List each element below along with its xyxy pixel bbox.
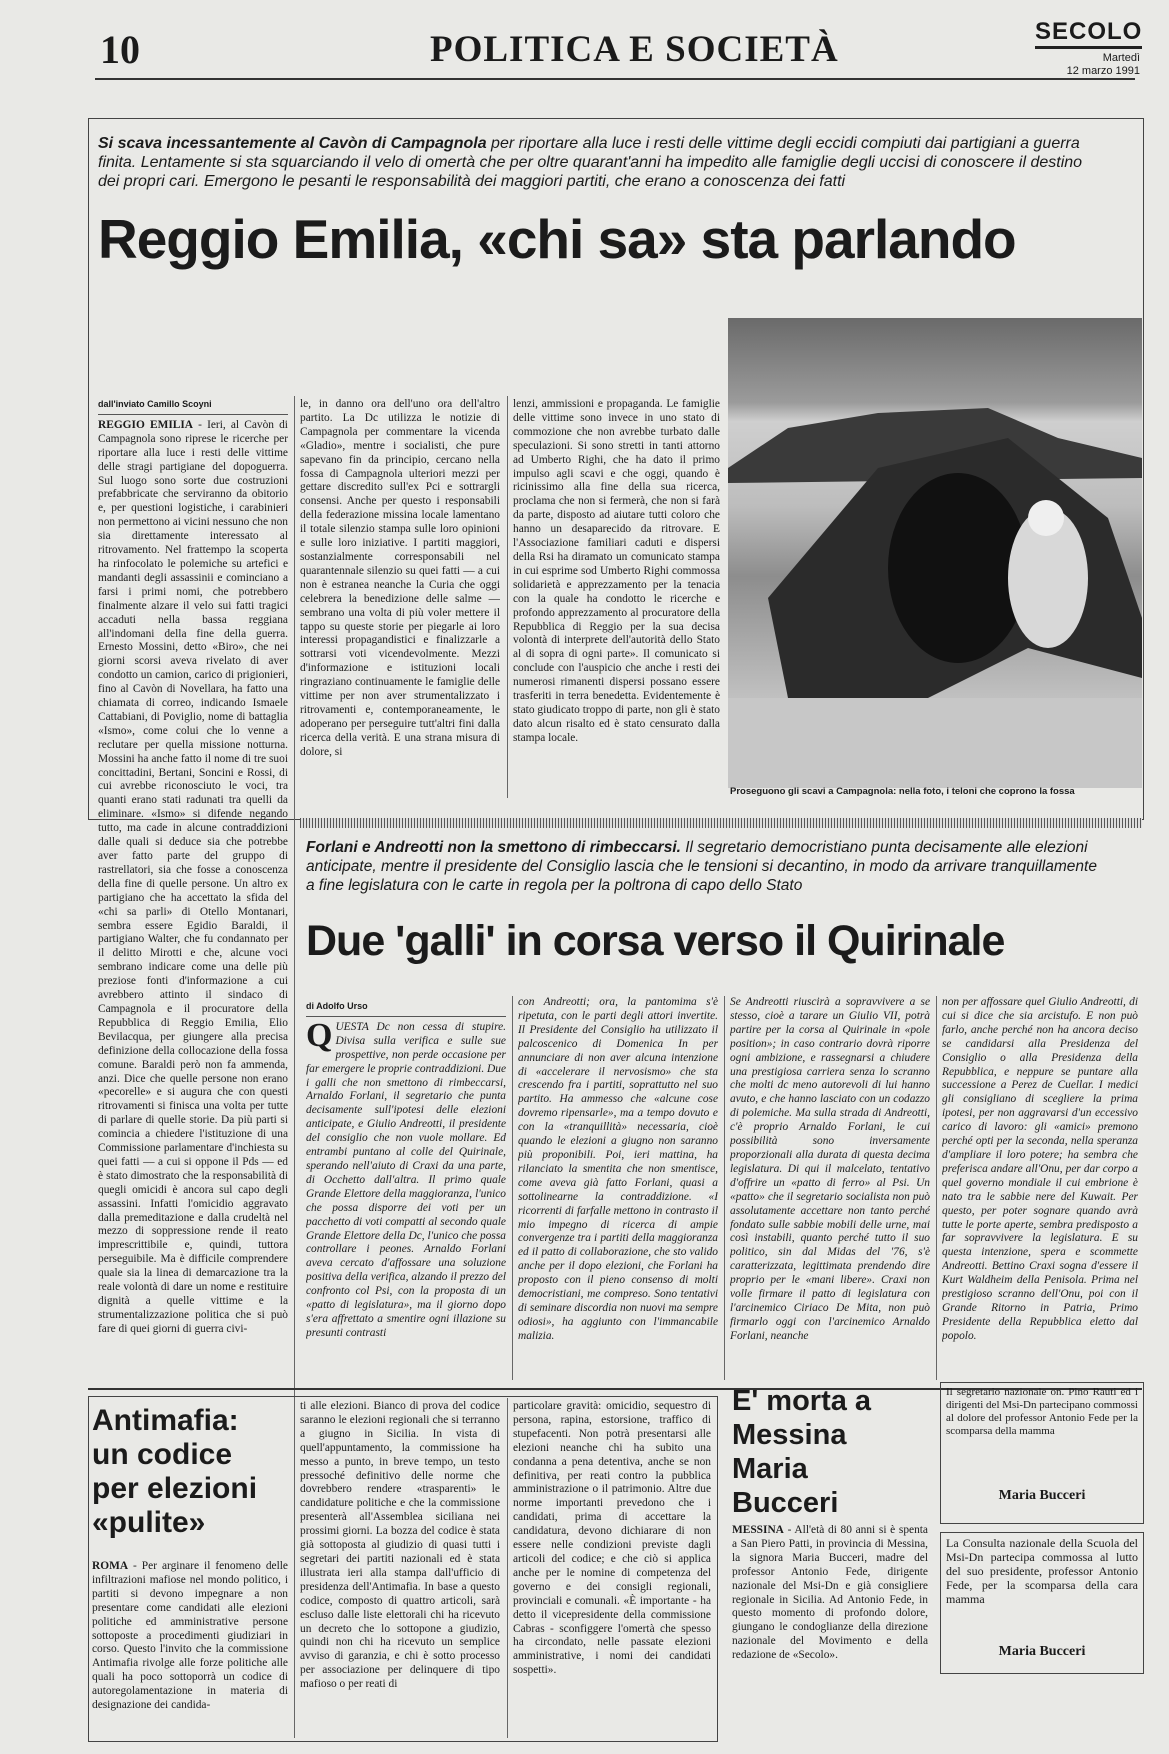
article2-kicker-rest: Il segretario democristiano punta decisamente alle elezioni anticipate, mentre il presidente del Consiglio lascia che le tensioni si decantino, in modo da arrivare tranquillamente a fine legislatura con le carte in regola per la poltrona di capo dello Stato xyxy=(306,839,1097,894)
article1-col2-text: le, in danno ora dell'uno ora dell'altro partito. La Dc utilizza le notizie di Campagnola per commentare la vicenda «Gladio», mentre i socialisti, che pure sapevano fin da principio, cercano nella fossa di Campagnola ulteriori mezzi per gettare discredito sull'ex Pci e sottrargli consensi. Anche per questo i responsabili della federazione missina locale lamentano il totale silenzio stampa sulle loro opinioni e sulle loro iniziative. I partiti maggiori, sostanzialmente corresponsabili nel quarantennale silenzio su quei fatti — a cui non è estranea neanche la Curia che oggi celebrera la benedizione delle salme — sembrano una volta di più voler mettere il tappo su queste storie per piegarle ai loro interessi propagandistici e finalizzarle a sottrarsi voti vicendevolmente. Mezzi d'informazione e istituzioni locali ringraziano continuamente le famiglie delle vittime per non aver strumentalizzato i ritrovamenti e, contemporaneamente, le adoperano per perseguire tutt'altri fini dalla ricerca della verità. E una strana misura di dolore, si xyxy=(300,398,500,758)
article2-dropcap: Q xyxy=(306,1016,333,1054)
column-divider xyxy=(512,996,513,1380)
article2-column-1 xyxy=(306,1000,506,1378)
page-number: 10 xyxy=(100,27,140,72)
photo-caption: Proseguono gli scavi a Campagnola: nella foto, i teloni che coprono la fossa xyxy=(730,786,1075,797)
antimafia-col2-text: ti alle elezioni. Bianco di prova del codice saranno le elezioni regionali che si terranno a giugno in Sicilia. In vista di quell'appuntamento, la commissione ha messo a punto, in breve tempo, un testo pressoché definitivo delle norme che dovrebbero rendere «trasparenti» le candidature politiche e che la commissione presenterà all'Assemblea siciliana nei prossimi giorni. La bozza del codice è stata già sottoposta al giudizio di quasi tutti i segretari dei partiti nazionali ed è stata illustrata ieri alla stampa dall'ufficio di presidenza dell'Antimafia. In base a questo codice, composto di quattro articoli, sarà escluso dalle liste elettorali chi ha ricevuto un decreto che lo sottopone a giudizio, quindi non chi ha ricevuto un semplice avviso di garanzia, e chi è sotto processo per associazione per delinquere di tipo mafioso o per reati di xyxy=(300,1400,500,1691)
excavation-photo xyxy=(728,318,1142,788)
antimafia-headline: Antimafia: un codice per elezioni «pulite» xyxy=(92,1404,258,1539)
obituary-body-text: - All'età di 80 anni si è spenta a San Piero Patti, in provincia di Messina, la signora Maria Bucceri, madre del professor Antonio Fede, dirigente nazionale del Msi-Dn e già consigliere regionale in Sicilia. Ad Antonio Fede, in questo momento di profondo dolore, giungano le condoglianze della direzione nazionale del Movimento e della redazione de «Secolo». xyxy=(732,1524,928,1662)
column-divider xyxy=(294,396,295,1476)
antimafia-col1-text: - Per arginare il fenomeno delle infiltrazioni mafiose nel mondo politico, i partiti si devono impegnare a non presentare come candidati alle elezioni politiche ed amministrative persone sottoposte a procedimenti giudiziari in corso. Questo l'invito che la commissione Antimafia rivolge alle forze politiche alle quali ha poco sottoporrà un codice di autoregolamentazione in materia di designazione dei candida- xyxy=(92,1560,288,1712)
article2-col3-text: Se Andreotti riuscirà a sopravvivere a se stesso, cioè a tarare un Giulio VII, potrà partire per la corsa al Quirinale in «pole position»; in caso contrario dovrà riporre ogni ambizione, e rassegnarsi a chiudere una prestigiosa carriera senza lo scranno che molti dc meno autorevoli di lui hanno avuto, e che hanno lasciato con un codazzo di polemiche. Ma sulla strada di Andreotti, c'è proprio Arnaldo Forlani, le cui possibilità sono inversamente proporzionali alla durata di questa decima legislatura. Di qui il malcelato, tentativo d'offrire un «patto di ferro» al Psi. Un «patto» che il segretario socialista non può assolutamente accettare non tanto perché fondato sulle sabbie mobili delle urne, mai così instabili, quanto perché tutto il suo politico, sin dal Midas del '76, s'è caratterizzata, legittimata prendendo dire proprio per le «mani libere». Craxi non volle firmare il patto di legislatura con l'arcinemico Ciriaco De Mita, non può firmarlo oggi con l'arcinemico Arnaldo Forlani, neanche xyxy=(730,996,930,1342)
obituary-dateline: MESSINA xyxy=(732,1524,784,1536)
column-divider xyxy=(294,1398,295,1738)
article2-col2-text: con Andreotti; ora, la pantomima s'è ripetuta, con le parti degli attori invertite. Il Presidente del Consiglio ha utilizzato il palcoscenico di Domenica In per annunciare di non aver alcuna intenzione di «accelerare il nervosismo» che sta crescendo fra i partiti, soprattutto nel suo partito. Ha ammesso che «alcune cose dovremo ripensarle», ma a tempo dovuto e con la «tranquillità» necessaria, cioè quando le elezioni a giugno non saranno più proponibili. Poi, ieri mattina, ha rilanciato la smentita che non smentisce, come aveva già fatto Forlani, quasi a sottolinearne la contraddizione. «I ricorrenti di farfalle mettono in contrasto il mio impegno di ricerca di ampie convergenze tra i partiti della maggioranza ed il patto di collaborazione, che sto valido anche per il dopo elezioni, che Forlani ha proposto con il pieno consenso di molti democristiani, me compreso. Sono tentativi di seminare discordia non nuovi ma sempre odiosi», ha aggiunto con l'immancabile malizia. xyxy=(518,996,718,1342)
article2-col1-text: UESTA Dc non cessa di stupire. Divisa sulla verifica e sulle sue prospettive, non perde occasione per far emergere le proprie contraddizioni. Due i galli che non smettono di rimbeccarsi, Arnaldo Forlani, il segretario che punta decisamente sull'ipotesi delle elezioni anticipate, e Giulio Andreotti, il presidente del consiglio che non vuole mollare. Ed entrambi puntano al colle del Quirinale, sperando nell'aiuto di Craxi da una parte, di Occhetto dall'altra. Il primo quale Grande Elettore della maggioranza, l'unico che possa disporre dei voti per un pacchetto di voti compatti al secondo quale Grande Elettore della Dc, l'unico che possa controllare i peones. Arnaldo Forlani aveva cercato d'affossare una soluzione positiva della verifica, alzando il prezzo del confronto col Psi, con la proposta di un «patto di legislatura», ma il giorno dopo s'era affrettato a smentire ogni illazione su presunti contrasti xyxy=(306,1020,506,1339)
newspaper-logo: SECOLO xyxy=(1035,18,1142,49)
column-divider xyxy=(507,396,508,798)
antimafia-column-3 xyxy=(513,1400,711,1736)
article1-kicker xyxy=(98,134,1098,191)
notice-1-signature: Maria Bucceri xyxy=(998,1488,1086,1503)
article2-column-2 xyxy=(518,996,718,1378)
photo-figure-head xyxy=(1028,500,1064,536)
article1-column-3 xyxy=(513,398,720,796)
header-rule xyxy=(95,78,1135,80)
issue-date xyxy=(1010,52,1140,78)
article2-column-3 xyxy=(730,996,930,1378)
antimafia-col3-text: particolare gravità: omicidio, sequestro di persona, rapina, estorsione, traffico di stupefacenti. Non potrà presentarsi alle elezioni neanche chi ha subito una condanna a pena detentiva, anche se non definitiva, per reati contro la pubblica amministrazione o il patrimonio. Altre due norme importanti prevedono che i candidati, prima di accettare la candidatura, devono dichiarare di non essere nelle condizioni previste dagli articoli del codice; e che ciò si applica anche per le nomine di competenza del governo e dei consigli regionali, provinciali e comunali. «È importante - ha detto il vicepresidente della commissione Cabras - sconfiggere l'omertà che spesso ha circondato, nelle passate elezioni amministrative, i nomi dei candidati sospetti». xyxy=(513,1400,711,1677)
article1-column-2 xyxy=(300,398,500,796)
column-divider xyxy=(936,996,937,1380)
antimafia-dateline: ROMA xyxy=(92,1560,129,1572)
notice-2-text: La Consulta nazionale della Scuola del Msi-Dn partecipa commossa al lutto del suo presidente, professor Antonio Fede, per la scomparsa della cara mamma xyxy=(946,1536,1138,1606)
article1-kicker-bold: Si scava incessantemente al Cavòn di Campagnola xyxy=(98,135,487,152)
article2-column-4 xyxy=(942,996,1138,1378)
issue-date-text: 12 marzo 1991 xyxy=(1066,65,1140,77)
column-divider xyxy=(507,1398,508,1738)
article1-headline: Reggio Emilia, «chi sa» sta parlando xyxy=(98,208,1016,270)
article1-kicker-rest: per riportare alla luce i resti delle vittime degli eccidi compiuti dai partigiani a guerra finita. Lentamente si sta squarciando il velo di omertà che per oltre quarant'anni ha impedito alle famiglie degli uccisi di conoscere il destino dei propri cari. Emergono le pesanti le responsabilità dei maggiori partiti, che erano a conoscenza dei fatti xyxy=(98,135,1083,190)
notice-2-signature: Maria Bucceri xyxy=(998,1644,1086,1659)
article1-byline: dall'inviato Camillo Scoyni xyxy=(98,398,288,415)
article2-headline: Due 'galli' in corsa verso il Quirinale xyxy=(306,917,1005,965)
photo-figure-dark xyxy=(888,473,1028,663)
photo-scene xyxy=(728,318,1142,788)
notice-1-text: Il segretario nazionale on. Pino Rauti ed i dirigenti del Msi-Dn partecipano commossi al dolore del professor Antonio Fede per la scomparsa della mamma xyxy=(946,1386,1138,1437)
antimafia-column-2 xyxy=(300,1400,500,1736)
photo-ground xyxy=(728,698,1142,788)
article2-col4-text: non per affossare quel Giulio Andreotti, di cui si dice che sia arcistufo. E non può farlo, anche perché non ha ancora deciso se candidarsi alla Presidenza del Consiglio o alla Presidenza della Repubblica, e neppure se puntare alla successione a Perez de Cuellar. I medici gli consigliano di scegliere la prima ipotesi, per non aggravarsi d'un eccessivo carico di lavoro: gli «amici» premono perché opti per la seconda, nella speranza d'ampliare il loro potere; ha sembra che preferisca andare all'Onu, per dar corpo a quel governo mondiale il cui embrione è nato tra le sabbie nere del Kuwait. Per questo, per poter sognare quando avrà tutte le porte aperte, sembra predisposto a far sopravvivere la legislatura. E su questa intenzione, spera e scommette Andreotti. Bettino Craxi sogna d'essere il Kurt Waldheim della Penisola. Prima nel prestigioso scranno dell'Onu, poi con il Grande Ritorno in Patria, Primo Presidente della Repubblica eletto dal popolo. xyxy=(942,996,1138,1342)
article2-kicker-bold: Forlani e Andreotti non la smettono di rimbeccarsi. xyxy=(306,839,681,856)
issue-day: Martedì xyxy=(1102,52,1140,64)
article1-col1-text: - Ieri, al Cavòn di Campagnola sono riprese le ricerche per riportare alla luce i resti delle vittime delle stragi partigiane del dopoguerra. Sul luogo sono sorte due costruzioni prefabbricate che serviranno da obitorio e, per questioni logistiche, i carabinieri non permettono ai vicini nessuno che non sia direttamente interessato al ritrovamento. Nel frattempo la scoperta ha rinfocolato le polemiche su artefici e mandanti degli assassinii e cominciano a farsi i primi nomi, che potrebbero finalmente alzare il velo sui fatti tragici accaduti nella bassa reggiana all'indomani della fine della guerra. Ernesto Mossini, detto «Biro», che nei giorni scorsi aveva rivelato di aver condotto un camion, carico di prigionieri, fino al Cavòn di Novellara, ha fatto una chiamata di correo, indicando Ismaele Cattabiani, di Poviglio, nome di battaglia «Ismo», come colui che lo venne a reclutare per quella missione notturna. Mossini ha anche fatto il nome di tre suoi concittadini, Bertani, Soncini e Rossi, di cui avrebbe riconosciuto le voci, tra quanti erano stati radunati tra quelli da eliminare. «Ismo» si difende negando tutto, ma cade in alcune contraddizioni dalle quali si deduce sia che potrebbe aver fatto parte del gruppo di rastrellatori, sia che fosse a conoscenza della fine di quelle persone. Un altro ex partigiano che ha accettato la sfida del «chi sa parli» di Otello Montanari, sembra essere Egidio Baraldi, il partigiano Walter, che fu condannato per il delitto Mirotti e che, alcune voci sembrano indicare come una delle più preziose fonti d'informazione a cui avrebbero attinto il sindaco di Campagnola e il procuratore della Repubblica di Reggio Emilia, Elio Bevilacqua, per giungere alla precisa definizione della collocazione della fossa comune. Baraldi però non fa ammenda, anzi. Dice che quelle persone non erano «pecorelle» e si augura che con questi ritrovamenti si finisca una volta per tutte di parlare di quelle storie. Da più parti si comincia a chiedere l'istituzione di una Commissione parlamentare d'inchiesta su quei fatti — a cui si oppone il Pds — ed è stato dimostrato che la responsabilità di quegli omicidi è ancora sul capo degli assassini. Infatti l'omicidio aggravato dalla premeditazione e dalla crudeltà nel mezzo di soppressione rende il reato imprescrittibile e, quindi, tuttora perseguibile. Ma è difficile comprendere quale sia la linea di demarcazione tra la reale volontà di dare un nome e restituire dignità a quelle vittime e la strumentalizzazione politica che si può fare di quei giorni di guerra civi- xyxy=(98,418,288,1335)
article1-column-1 xyxy=(98,398,288,1466)
section-title: POLITICA E SOCIETÀ xyxy=(430,29,839,70)
obituary-body xyxy=(732,1524,928,1738)
article1-col3-text: lenzi, ammissioni e propaganda. Le famiglie delle vittime sono invece in uno stato di commozione che non avrebbe turbato dalle speculazioni. Si sono stretti in tanti attorno ad Umberto Righi, che ha dato il primo impulso agli scavi e che oggi, quando è ricinissimo alla fine della sua ricerca, proclama che non si fermerà, che non si farà da parte, disposto ad aiutare tutti coloro che hanno un desaparecido da ritrovare. E l'Associazione familiari caduti e dispersi della Rsi ha diramato un comunicato stampa in cui esprime sod Umberto Righi commossa solidarietà e apprezzamento per la tenacia con la quale ha condotto le ricerche e profondo apprezzamento al procuratore della Repubblica di Reggio per la sua decisa volontà di interprete dell'autorità dello Stato al di sopra di ogni parte». Il comunicato si conclude con l'auspicio che anche i resti dei numerosi rimanenti dispersi possano essere trasferiti in terra benedetta. Evidentemente è stato giudicato troppo di parte, non gli è stato dato alcun risalto ed è stato censurato dalla stampa locale. xyxy=(513,398,720,744)
article2-kicker xyxy=(306,838,1106,895)
article1-dateline: REGGIO EMILIA xyxy=(98,418,194,431)
obituary-headline: E' morta a Messina Maria Bucceri xyxy=(732,1385,872,1519)
column-divider xyxy=(724,996,725,1380)
antimafia-column-1 xyxy=(92,1560,288,1736)
article2-byline: di Adolfo Urso xyxy=(306,1000,506,1017)
separator-bar xyxy=(300,818,1142,828)
